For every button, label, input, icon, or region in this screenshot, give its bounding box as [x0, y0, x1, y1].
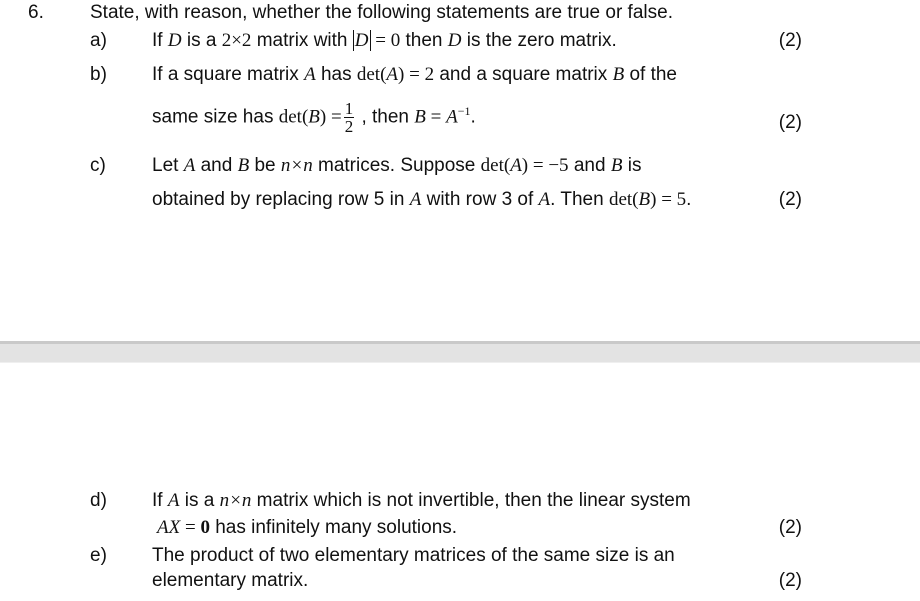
page-divider [0, 341, 920, 363]
item-d-marks: (2) [778, 517, 802, 538]
fraction-one-half: $\frac{1}{2}$ [344, 99, 354, 136]
item-b-line1: If a square matrix A has det(A) = 2 and a square matrix B of the [152, 64, 677, 85]
question-intro: State, with reason, whether the following statements are true or false. [90, 2, 673, 23]
item-e-marks: (2) [778, 570, 802, 591]
item-d-line1: If A is a n×n matrix which is not invertible, then the linear system [152, 490, 691, 511]
item-b-line2: same size has det(B) = $\frac{1}{2}$ , then $B = A^{-1}$. [152, 99, 476, 136]
item-c-line1: Let A and B be n×n matrices. Suppose det(A) = −5 and B is [152, 155, 642, 176]
item-d-label: d) [90, 490, 107, 511]
item-d-line2: AX = 0 has infinitely many solutions. [157, 517, 458, 538]
item-a-marks: (2) [778, 30, 802, 51]
item-c-line2: obtained by replacing row 5 in A with row 3 of A. Then det(B) = 5. [152, 189, 692, 210]
item-a-label: a) [90, 30, 107, 51]
item-a-text: If D is a 2×2 matrix with D = 0 then D is the zero matrix. [152, 30, 617, 51]
item-b-label: b) [90, 64, 107, 85]
item-c-label: c) [90, 155, 106, 176]
item-e-label: e) [90, 545, 107, 566]
item-b-marks: (2) [778, 112, 802, 133]
item-e-line2: elementary matrix. [152, 570, 309, 591]
item-c-marks: (2) [778, 189, 802, 210]
item-e-line1: The product of two elementary matrices of the same size is an [152, 545, 675, 566]
question-number: 6. [28, 2, 44, 23]
